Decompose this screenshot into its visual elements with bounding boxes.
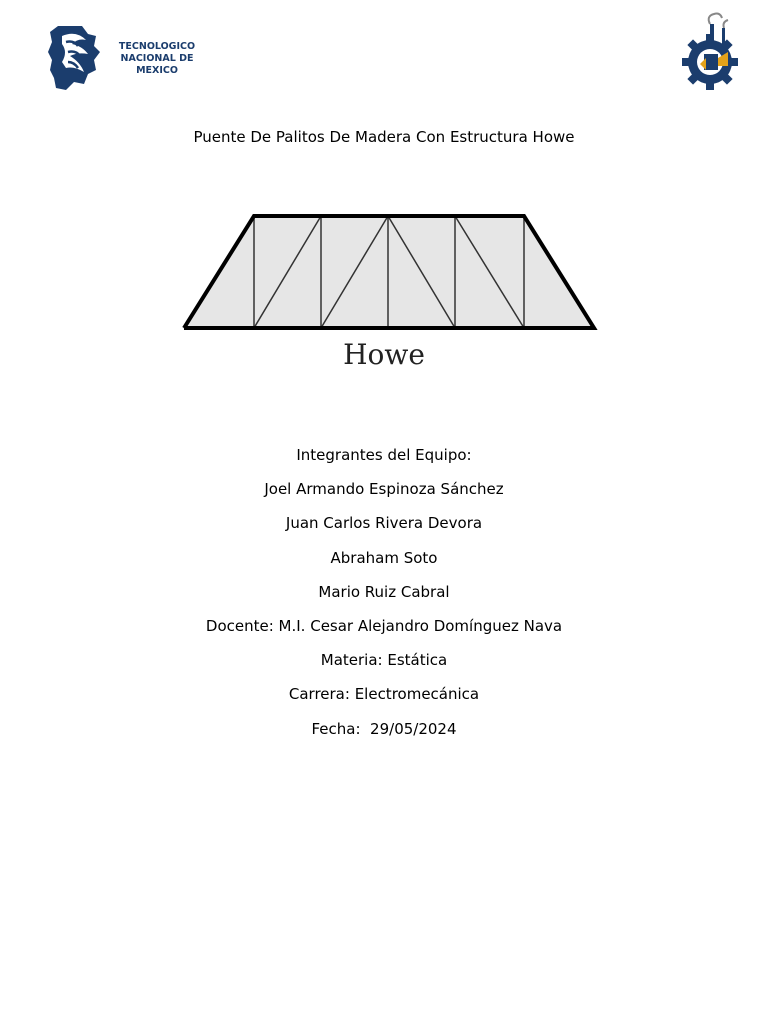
info-block: [0, 445, 768, 753]
institution-line-2: NACIONAL DE MEXICO: [120, 53, 194, 76]
subject-line: Materia: Estática: [320, 651, 448, 670]
teacher-line: Docente: M.I. Cesar Alejandro Domínguez Nava: [205, 616, 563, 635]
tecnm-logo: [48, 20, 208, 94]
team-member: Joel Armando Espinoza Sánchez: [264, 480, 504, 499]
team-member: Mario Ruiz Cabral: [318, 582, 450, 601]
team-member: Juan Carlos Rivera Devora: [285, 514, 483, 533]
institution-name: [102, 41, 212, 77]
team-member: Abraham Soto: [330, 548, 438, 567]
date-line: Fecha: 29/05/2024: [311, 719, 457, 738]
figure-caption: Howe: [343, 338, 425, 371]
career-line: Carrera: Electromecánica: [288, 685, 480, 704]
institution-line-1: TECNOLOGICO: [118, 41, 196, 52]
document-title: Puente De Palitos De Madera Con Estructura Howe: [193, 128, 575, 146]
team-heading: Integrantes del Equipo:: [296, 446, 472, 464]
gear-factory-icon: [680, 10, 742, 90]
tecnm-emblem-icon: [48, 22, 100, 92]
